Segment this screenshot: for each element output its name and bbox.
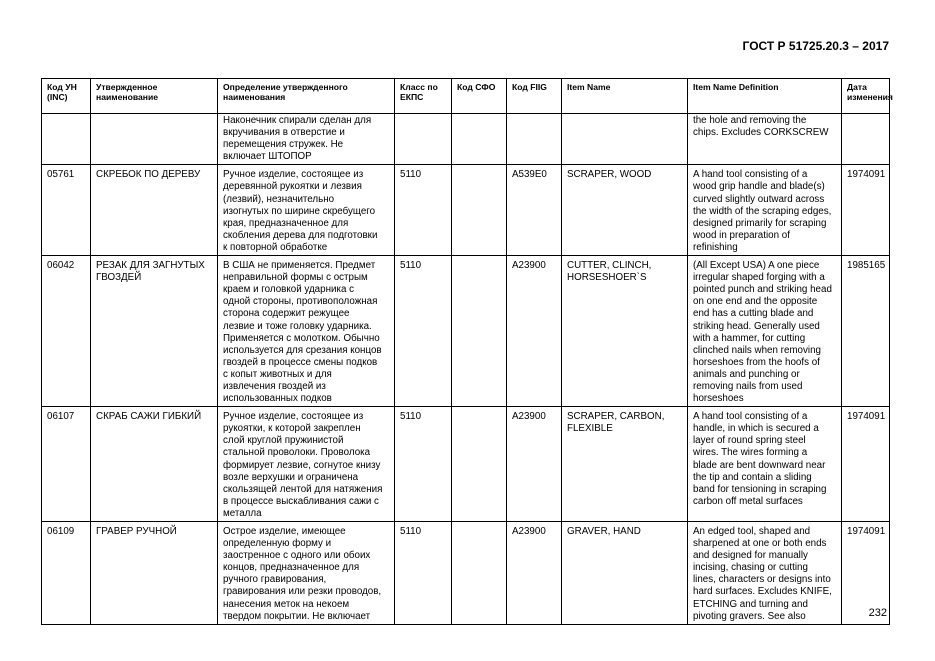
cell-item-definition: A hand tool consisting of a wood grip handle and blade(s) curved slightly outward across the width of the scraping edges, designed primarily for scraping wood in preparation of refinishing <box>688 165 842 256</box>
header-name-ru: Утвержденное наименование <box>91 79 218 114</box>
cell-date: 1974091 <box>842 522 890 625</box>
cell-fiig: A23900 <box>507 256 562 407</box>
cell-name-ru <box>91 114 218 165</box>
cell-name-ru: СКРЕБОК ПО ДЕРЕВУ <box>91 165 218 256</box>
header-definition-ru: Определение утвержденного наименования <box>218 79 395 114</box>
cell-definition-ru: Острое изделие, имеющее определенную форму и заостренное с одного или обоих концов, предназначенное для ручного гравирования, гравирования или резки проводов, нанесения меток на некоем твердом покрытии. Не включает <box>218 522 395 625</box>
cell-item-definition: the hole and removing the chips. Excludes CORKSCREW <box>688 114 842 165</box>
cell-item-name: GRAVER, HAND <box>562 522 688 625</box>
cell-sfo <box>452 407 507 522</box>
cell-sfo <box>452 165 507 256</box>
cell-class: 5110 <box>395 522 452 625</box>
cell-fiig <box>507 114 562 165</box>
cell-inc <box>42 114 91 165</box>
cell-fiig: A23900 <box>507 522 562 625</box>
page-number: 232 <box>868 607 887 619</box>
header-sfo: Код СФО <box>452 79 507 114</box>
cell-name-ru: СКРАБ САЖИ ГИБКИЙ <box>91 407 218 522</box>
cell-date: 1974091 <box>842 407 890 522</box>
header-item-definition: Item Name Definition <box>688 79 842 114</box>
cell-item-name <box>562 114 688 165</box>
cell-name-ru: РЕЗАК ДЛЯ ЗАГНУТЫХ ГВОЗДЕЙ <box>91 256 218 407</box>
cell-item-definition: An edged tool, shaped and sharpened at one or both ends and designed for manually incising, chasing or cutting lines, characters or designs into hard surfaces. Excludes KNIFE, ETCHING and turning and pivoting gravers. See also <box>688 522 842 625</box>
catalog-table <box>41 78 893 625</box>
cell-definition-ru: В США не применяется. Предмет неправильной формы с острым краем и головкой ударника с одной стороны, противоположная сторона содержит режущее лезвие и тоже головку ударника. Применяется с молотком. Обычно используется для срезания концов гвоздей в процессе смены подков с копыт животных и для извлечения гвоздей из использованных подков <box>218 256 395 407</box>
cell-class: 5110 <box>395 407 452 522</box>
cell-item-name: SCRAPER, WOOD <box>562 165 688 256</box>
cell-date <box>842 114 890 165</box>
cell-fiig: A539E0 <box>507 165 562 256</box>
header-inc: Код УН (INC) <box>42 79 91 114</box>
table-row <box>42 114 890 165</box>
header-date: Дата изменения <box>842 79 890 114</box>
header-fiig: Код FIIG <box>507 79 562 114</box>
cell-inc: 05761 <box>42 165 91 256</box>
cell-definition-ru: Ручное изделие, состоящее из рукоятки, к которой закреплен слой круглой пружинистой стальной проволоки. Проволока формирует лезвие, согнутое книзу возле верхушки и ограничена скользящей лентой для натяжения в процессе выскабливания сажи с металла <box>218 407 395 522</box>
table-row <box>42 522 890 625</box>
cell-class <box>395 114 452 165</box>
cell-item-definition: (All Except USA) A one piece irregular shaped forging with a pointed punch and striking head on one end and the opposite end has a cutting blade and striking head. Generally used with a hammer, for cutting clinched nails when removing horseshoes from the hoofs of animals and punching or removing nails from used horseshoes <box>688 256 842 407</box>
cell-inc: 06109 <box>42 522 91 625</box>
cell-item-name: CUTTER, CLINCH, HORSESHOER`S <box>562 256 688 407</box>
cell-date: 1985165 <box>842 256 890 407</box>
cell-date: 1974091 <box>842 165 890 256</box>
cell-sfo <box>452 522 507 625</box>
document-title: ГОСТ Р 51725.20.3 – 2017 <box>742 39 889 53</box>
cell-definition-ru: Наконечник спирали сделан для вкручивания в отверстие и перемещения стружек. Не включает ШТОПОР <box>218 114 395 165</box>
cell-fiig: A23900 <box>507 407 562 522</box>
cell-class: 5110 <box>395 165 452 256</box>
cell-item-definition: A hand tool consisting of a handle, in which is secured a layer of round spring steel wires. The wires forming a blade are bent downward near the tip and contain a sliding band for tensioning in scraping carbon off metal surfaces <box>688 407 842 522</box>
header-item-name: Item Name <box>562 79 688 114</box>
table-header-row <box>42 79 890 114</box>
cell-inc: 06042 <box>42 256 91 407</box>
table-row <box>42 256 890 407</box>
table-row <box>42 165 890 256</box>
cell-item-name: SCRAPER, CARBON, FLEXIBLE <box>562 407 688 522</box>
header-class: Класс по ЕКПС <box>395 79 452 114</box>
cell-name-ru: ГРАВЕР РУЧНОЙ <box>91 522 218 625</box>
cell-definition-ru: Ручное изделие, состоящее из деревянной рукоятки и лезвия (лезвий), незначительно изогнутых по ширине скребущего края, предназначенное для скобления дерева для подготовки к повторной обработке <box>218 165 395 256</box>
cell-inc: 06107 <box>42 407 91 522</box>
table-row <box>42 407 890 522</box>
cell-sfo <box>452 256 507 407</box>
cell-sfo <box>452 114 507 165</box>
cell-class: 5110 <box>395 256 452 407</box>
